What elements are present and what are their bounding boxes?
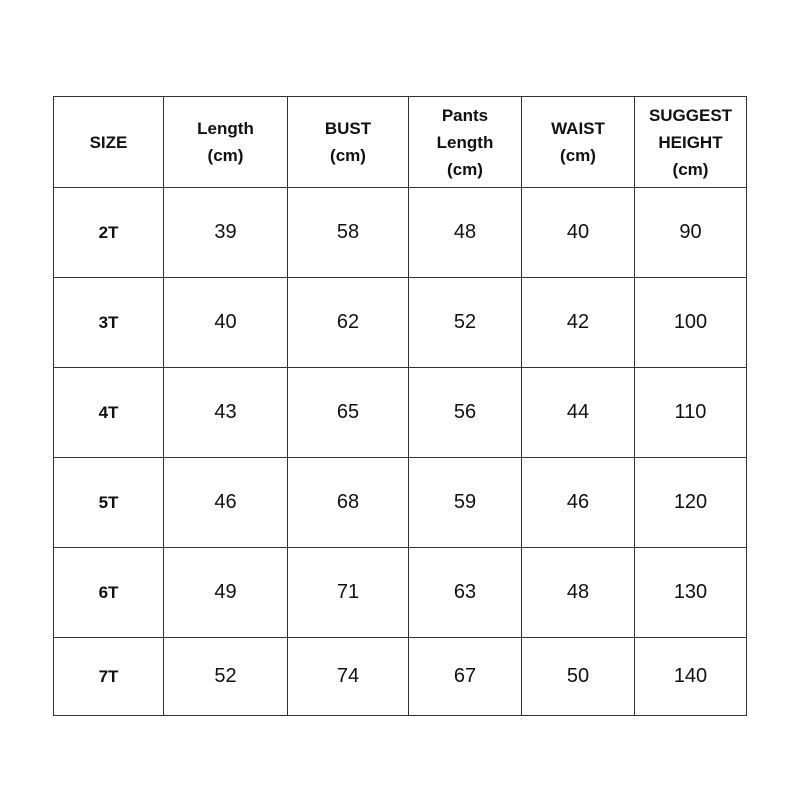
length-cell: 43 [164, 368, 288, 458]
length-cell: 49 [164, 548, 288, 638]
length-cell: 39 [164, 188, 288, 278]
waist-cell: 44 [522, 368, 635, 458]
table-row [54, 278, 747, 368]
header-bust [288, 97, 409, 188]
suggest-height-cell: 100 [635, 278, 747, 368]
header-pants-length-line-2: Length [436, 132, 494, 152]
waist-cell: 42 [522, 278, 635, 368]
header-suggest-height-line-2: HEIGHT [658, 132, 723, 152]
header-length-line-1: Length [197, 119, 254, 138]
suggest-height-cell: 140 [635, 638, 747, 716]
header-length [164, 97, 288, 188]
size-cell: 3T [54, 278, 164, 368]
header-size [54, 97, 164, 188]
header-waist [522, 97, 635, 188]
header-length-line-2: (cm) [207, 146, 244, 165]
header-bust-line-2: (cm) [330, 146, 366, 165]
pants-length-cell: 63 [409, 548, 522, 638]
header-pants-length-line-3: (cm) [447, 159, 483, 179]
header-pants-length [409, 97, 522, 188]
table-row [54, 548, 747, 638]
suggest-height-cell: 130 [635, 548, 747, 638]
length-cell: 46 [164, 458, 288, 548]
length-cell: 52 [164, 638, 288, 716]
bust-cell: 65 [288, 368, 409, 458]
pants-length-cell: 48 [409, 188, 522, 278]
header-waist-line-1: WAIST [551, 119, 605, 138]
bust-cell: 62 [288, 278, 409, 368]
size-cell: 7T [54, 638, 164, 716]
bust-cell: 68 [288, 458, 409, 548]
suggest-height-cell: 90 [635, 188, 747, 278]
size-cell: 4T [54, 368, 164, 458]
table-row [54, 368, 747, 458]
table-row [54, 638, 747, 716]
table-row [54, 188, 747, 278]
header-suggest-height-line-1: SUGGEST [648, 105, 733, 125]
header-pants-length-line-1: Pants [441, 105, 489, 125]
waist-cell: 40 [522, 188, 635, 278]
size-cell: 6T [54, 548, 164, 638]
waist-cell: 48 [522, 548, 635, 638]
length-cell: 40 [164, 278, 288, 368]
suggest-height-cell: 110 [635, 368, 747, 458]
size-cell: 5T [54, 458, 164, 548]
header-row [54, 97, 747, 188]
header-suggest-height [635, 97, 747, 188]
pants-length-cell: 56 [409, 368, 522, 458]
header-size-line: SIZE [89, 132, 128, 152]
pants-length-cell: 52 [409, 278, 522, 368]
header-bust-line-1: BUST [324, 119, 372, 138]
size-chart-table [53, 96, 747, 716]
waist-cell: 46 [522, 458, 635, 548]
waist-cell: 50 [522, 638, 635, 716]
pants-length-cell: 67 [409, 638, 522, 716]
bust-cell: 74 [288, 638, 409, 716]
bust-cell: 58 [288, 188, 409, 278]
size-cell: 2T [54, 188, 164, 278]
pants-length-cell: 59 [409, 458, 522, 548]
suggest-height-cell: 120 [635, 458, 747, 548]
table-row [54, 458, 747, 548]
header-waist-line-2: (cm) [560, 146, 596, 165]
bust-cell: 71 [288, 548, 409, 638]
header-suggest-height-line-3: (cm) [672, 159, 709, 179]
